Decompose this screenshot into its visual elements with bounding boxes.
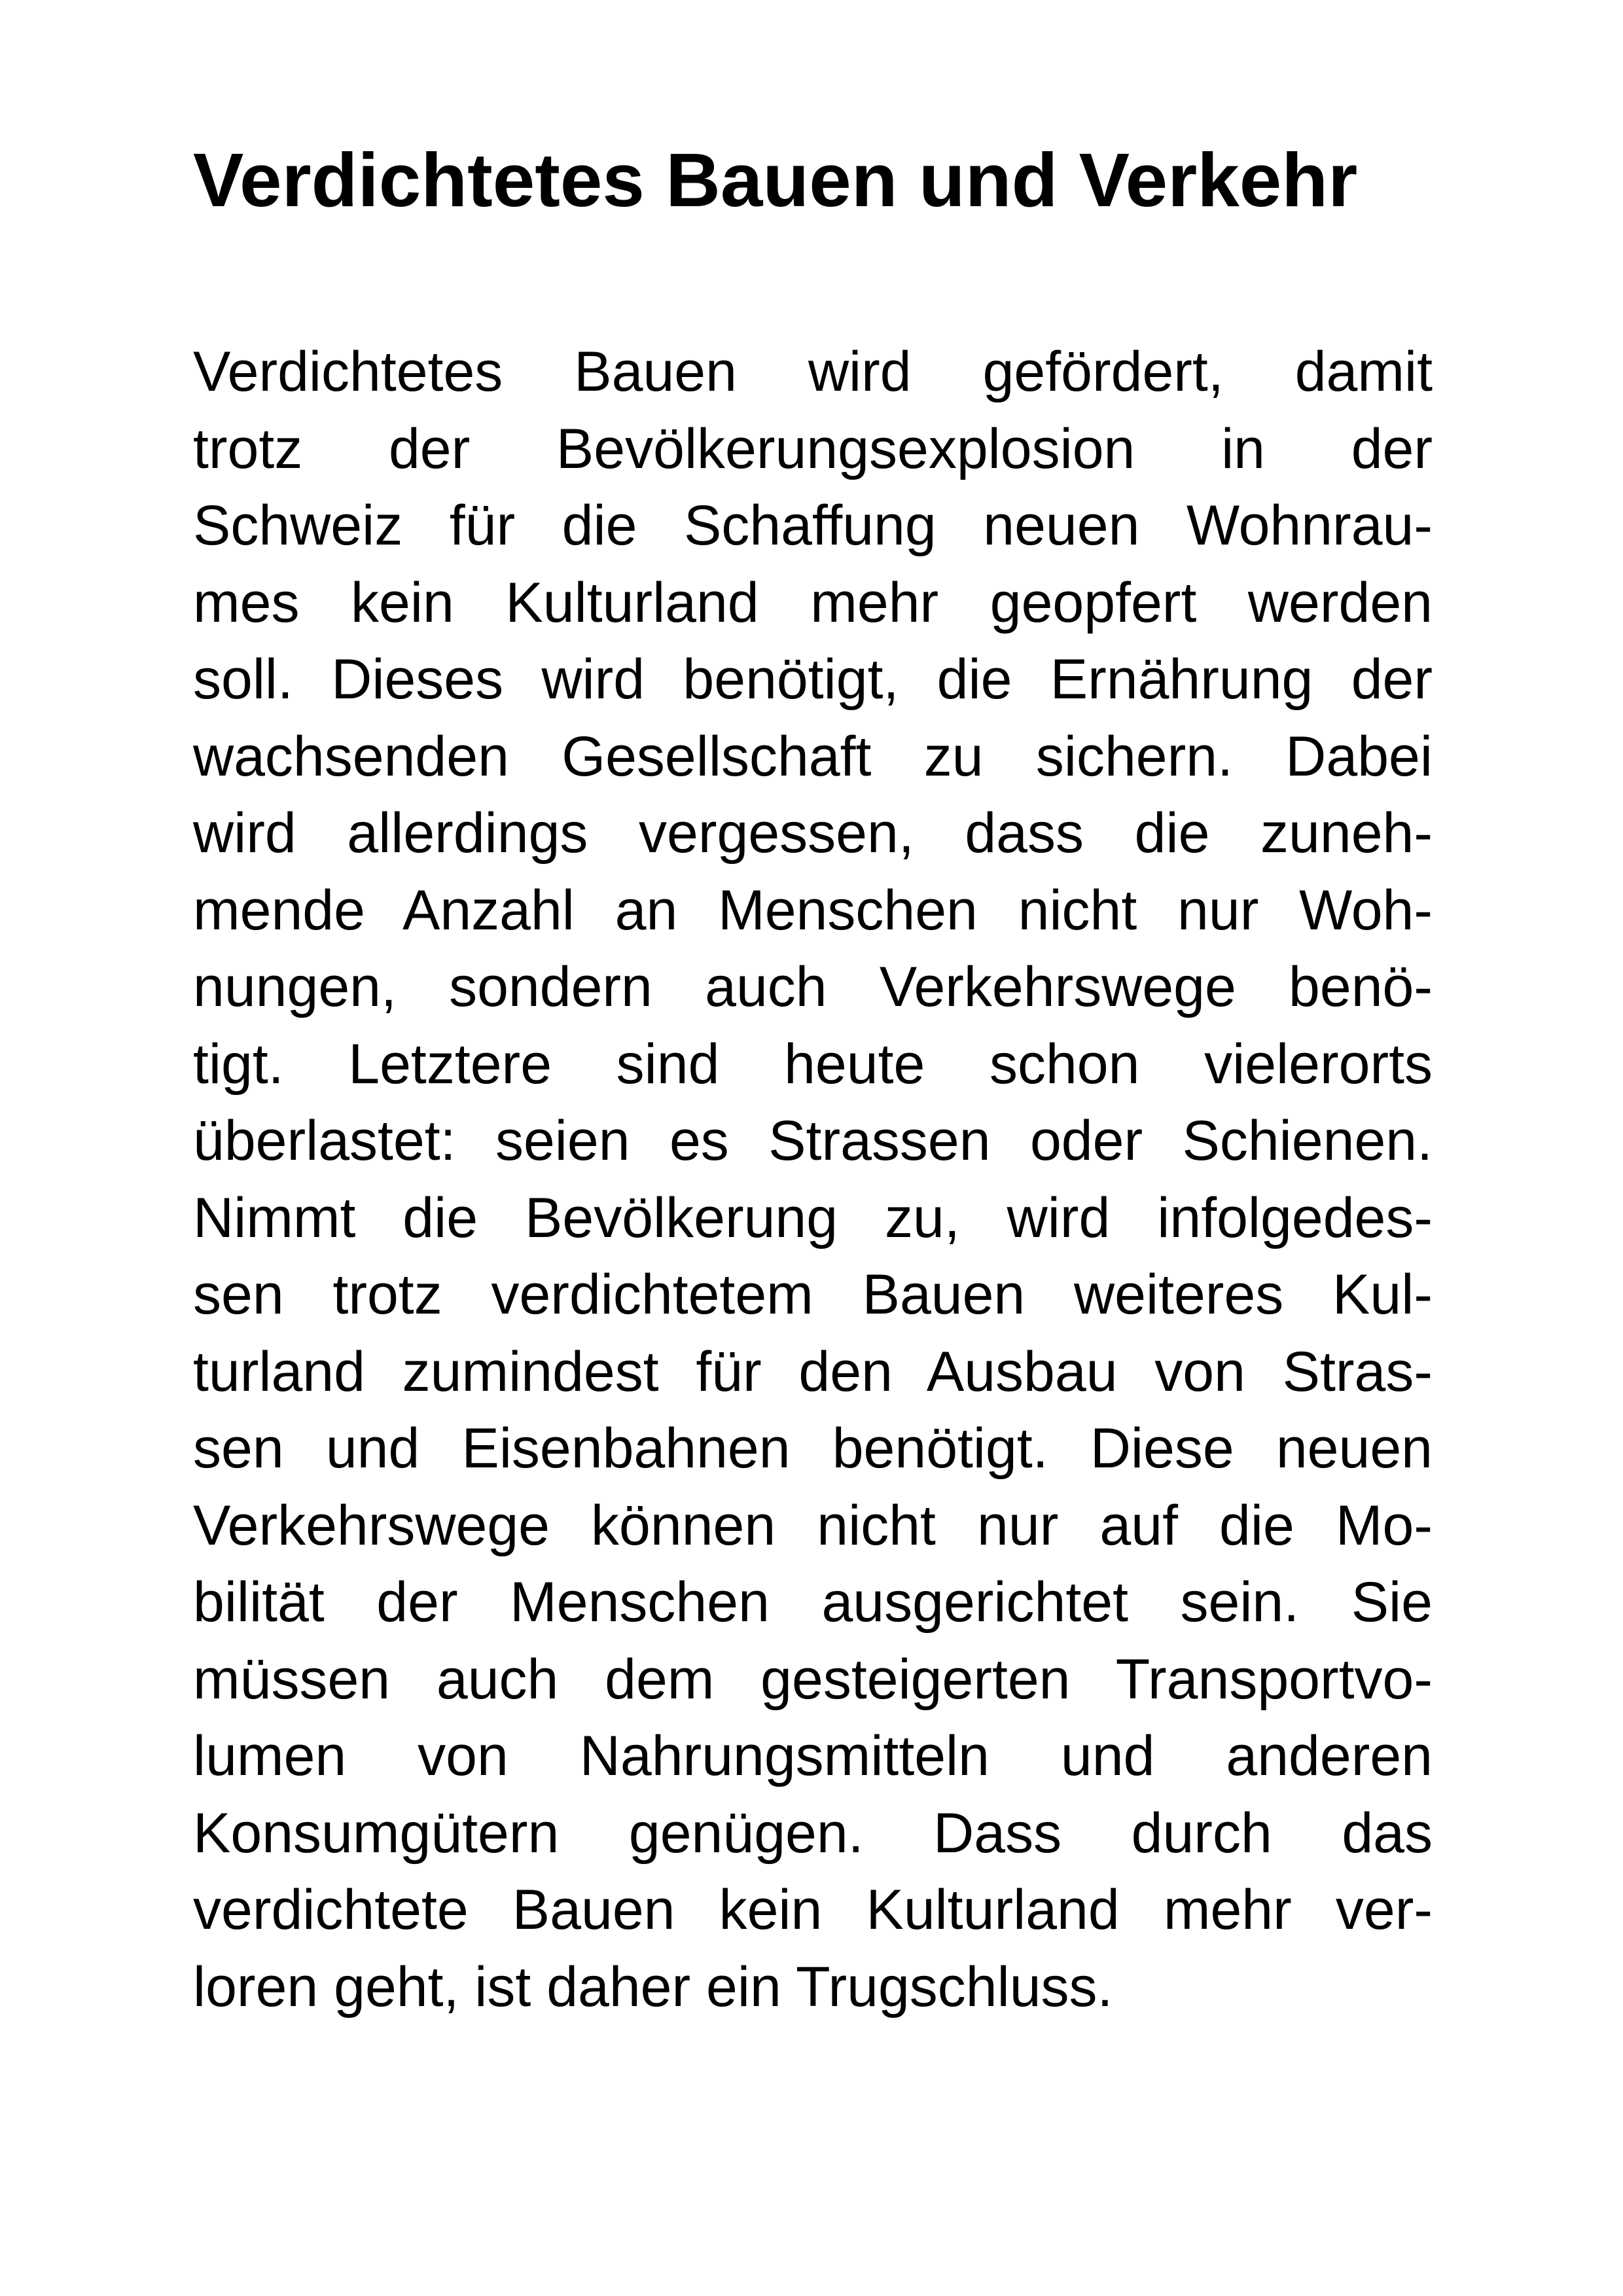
text-line: überlastet: seien es Strassen oder Schienen.	[193, 1109, 1433, 1172]
text-line: müssen auch dem gesteigerten Transportvo-	[193, 1647, 1433, 1711]
text-line: verdichtete Bauen kein Kulturland mehr ver-	[193, 1878, 1433, 1941]
text-line: sen und Eisenbahnen benötigt. Diese neuen	[193, 1417, 1433, 1480]
text-line: tigt. Letztere sind heute schon vielerorts	[193, 1032, 1433, 1096]
text-line: Verkehrswege können nicht nur auf die Mo-	[193, 1494, 1433, 1557]
text-line: Schweiz für die Schaffung neuen Wohnrau-	[193, 494, 1433, 557]
text-line: sen trotz verdichtetem Bauen weiteres Kul-	[193, 1263, 1433, 1326]
text-line: Konsumgütern genügen. Dass durch das	[193, 1801, 1433, 1865]
text-line: nungen, sondern auch Verkehrswege benö-	[193, 956, 1433, 1018]
document-title: Verdichtetes Bauen und Verkehr	[193, 137, 1358, 223]
text-line: trotz der Bevölkerungsexplosion in der	[193, 417, 1433, 480]
text-line: loren geht, ist daher ein Trugschluss.	[193, 1955, 1113, 2018]
text-line: wachsenden Gesellschaft zu sichern. Dabei	[193, 725, 1433, 788]
text-line: mende Anzahl an Menschen nicht nur Woh-	[193, 878, 1433, 942]
text-line: Verdichtetes Bauen wird gefördert, damit	[193, 340, 1433, 403]
text-line: mes kein Kulturland mehr geopfert werden	[193, 571, 1433, 634]
text-line: lumen von Nahrungsmitteln und anderen	[193, 1725, 1433, 1787]
text-line: Nimmt die Bevölkerung zu, wird infolgedes-	[193, 1186, 1433, 1249]
text-line: bilität der Menschen ausgerichtet sein. Sie	[193, 1571, 1433, 1634]
text-line: soll. Dieses wird benötigt, die Ernährung der	[193, 648, 1433, 711]
text-line: turland zumindest für den Ausbau von Stras-	[193, 1340, 1433, 1403]
text-line: wird allerdings vergessen, dass die zuneh-	[193, 802, 1433, 865]
body-paragraph	[193, 334, 1433, 2026]
